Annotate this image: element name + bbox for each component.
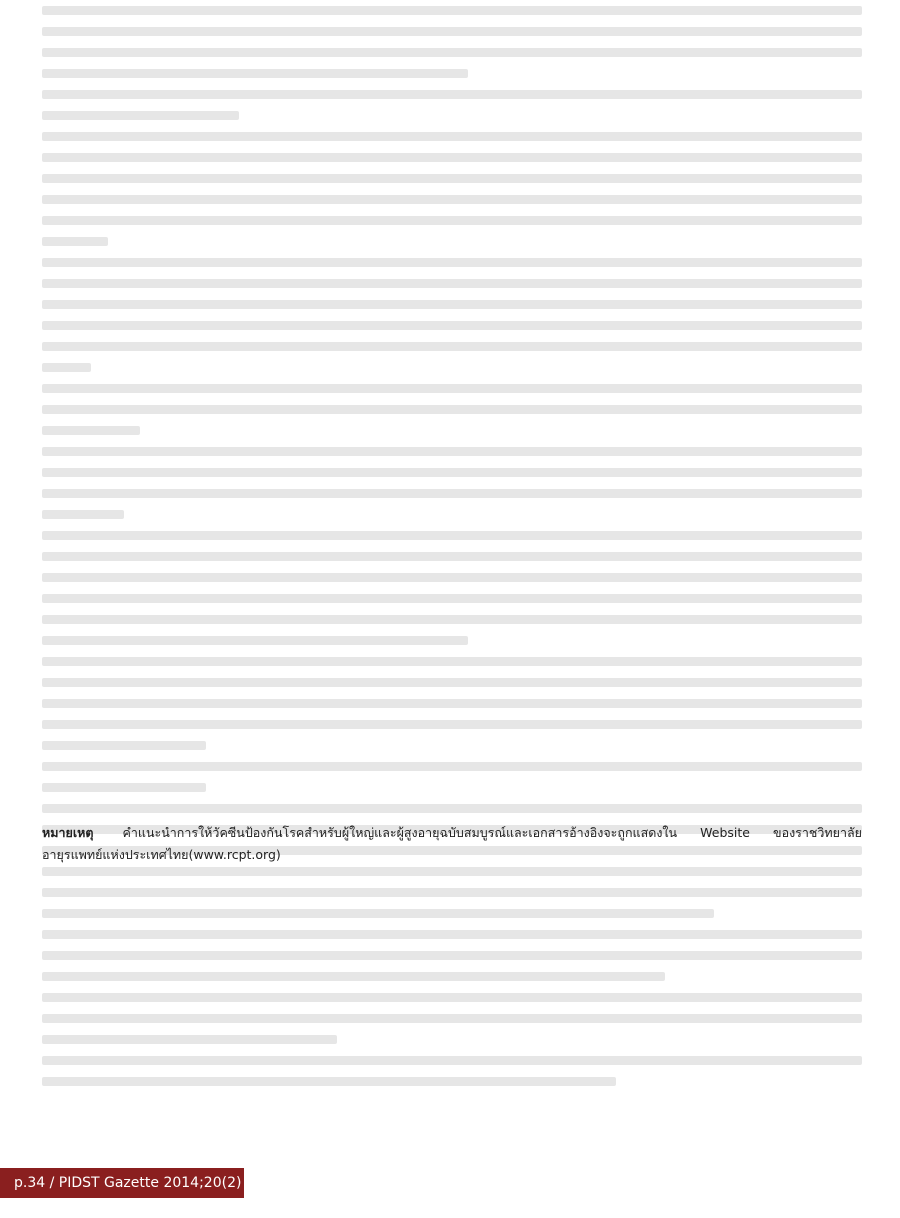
- recommendation-item-19: [42, 1056, 862, 1086]
- recommendation-item-10: [42, 384, 862, 435]
- recommendation-item-7: [42, 90, 862, 120]
- footnote: [42, 822, 862, 866]
- recommendation-item-14: [42, 762, 862, 792]
- recommendation-item-17: [42, 930, 862, 981]
- recommendation-list: [42, 6, 862, 1098]
- recommendation-item-6: [42, 6, 862, 78]
- recommendation-item-11: [42, 447, 862, 519]
- recommendation-item-9: [42, 258, 862, 372]
- recommendation-item-18: [42, 993, 862, 1044]
- recommendation-item-13: [42, 657, 862, 750]
- recommendation-item-16: [42, 888, 862, 918]
- footnote-text: คำแนะนำการให้วัคซีนป้องกันโรคสำหรับผู้ใหญ่และผู้สูงอายุฉบับสมบูรณ์และเอกสารอ้างอิงจะถูกแสดงใน Website ของราชวิทยาลัยอายุรแพทย์แห่งประเทศไทย(www.rcpt.org): [42, 825, 862, 862]
- page-number-label: p.34 / PIDST Gazette 2014;20(2): [14, 1175, 242, 1191]
- footnote-label: หมายเหตุ: [42, 825, 94, 840]
- page-footer-bar: [0, 1168, 244, 1198]
- recommendation-item-8: [42, 132, 862, 246]
- recommendation-item-12: [42, 531, 862, 645]
